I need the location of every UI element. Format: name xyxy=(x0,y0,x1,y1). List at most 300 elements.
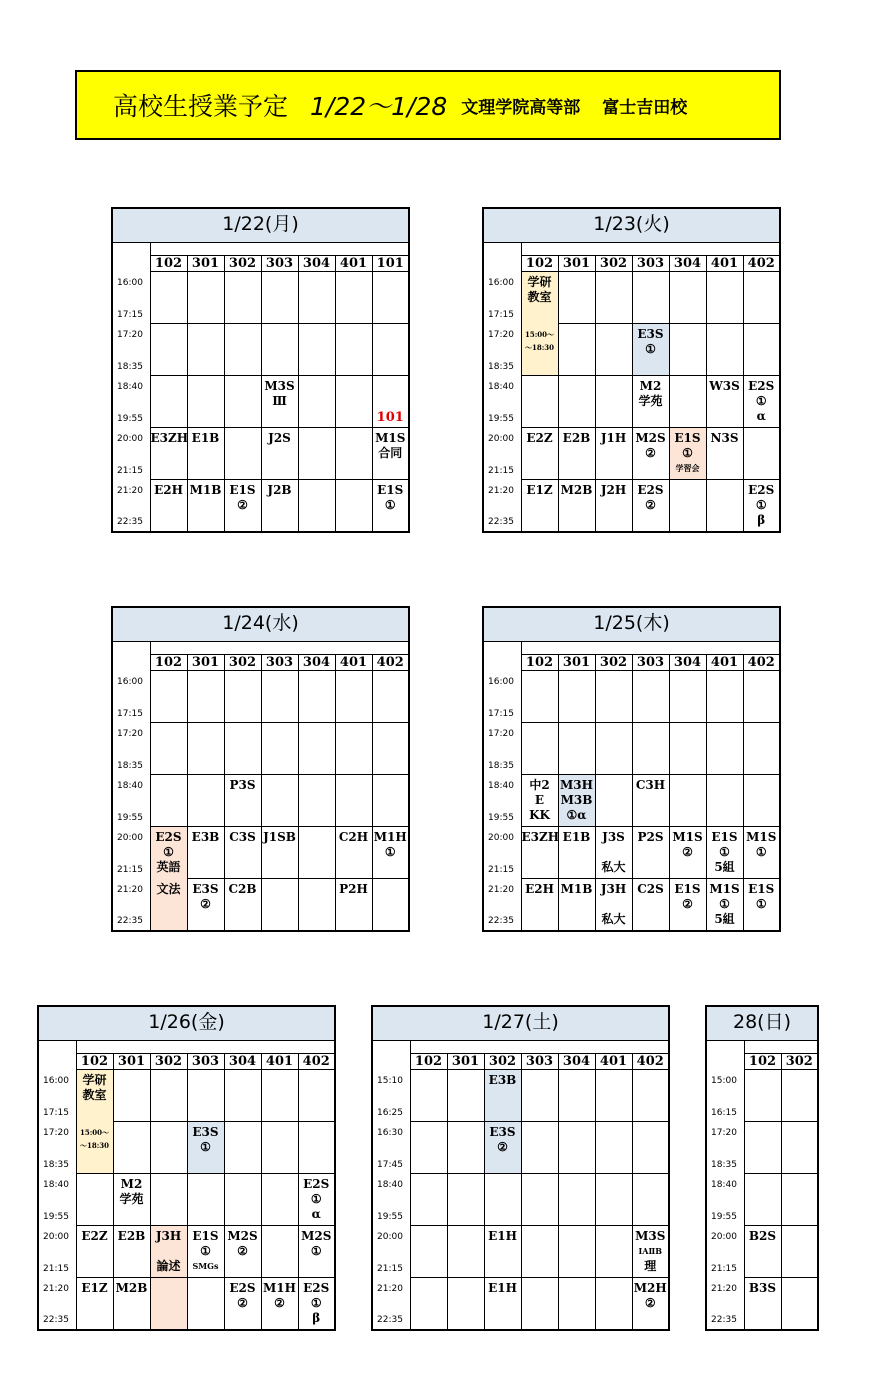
class-code: J2S xyxy=(268,431,291,445)
class-cell xyxy=(447,1070,484,1122)
class-cell xyxy=(669,376,706,428)
class-cell xyxy=(224,1122,261,1174)
class-code xyxy=(707,480,743,483)
class-cell xyxy=(558,428,595,480)
class-cell xyxy=(632,1278,669,1331)
class-code xyxy=(559,376,595,379)
class-code xyxy=(448,1174,484,1177)
class-code: 文法 xyxy=(156,881,181,896)
class-cell xyxy=(150,1174,187,1226)
class-cell xyxy=(558,376,595,428)
class-cell xyxy=(261,723,298,775)
class-cell xyxy=(335,480,372,533)
class-code: M3H M3B ①α xyxy=(560,778,593,822)
class-code: E2S ① β xyxy=(303,1281,330,1325)
start-time: 18:40 xyxy=(377,1179,403,1190)
class-code xyxy=(262,671,298,674)
class-cell xyxy=(706,428,743,480)
time-slot-label xyxy=(483,428,521,480)
class-code xyxy=(633,671,669,674)
class-cell xyxy=(521,1226,558,1278)
class-code xyxy=(262,1174,298,1177)
time-slot-label xyxy=(112,723,150,775)
class-code xyxy=(299,428,335,431)
end-time: 18:35 xyxy=(117,361,143,372)
class-cell xyxy=(484,1070,521,1122)
end-time: 18:35 xyxy=(711,1159,737,1170)
schedule-d23 xyxy=(482,207,781,533)
class-cell xyxy=(521,1122,558,1174)
room-header: 401 xyxy=(595,1054,632,1070)
class-cell xyxy=(150,428,187,480)
class-code: E2S ② xyxy=(229,1281,256,1310)
start-time: 17:20 xyxy=(117,329,143,340)
class-cell xyxy=(595,1226,632,1278)
class-cell xyxy=(706,827,743,879)
schedule-d24 xyxy=(111,606,410,932)
class-code xyxy=(670,723,706,726)
room-header: 102 xyxy=(76,1054,113,1070)
class-cell xyxy=(595,376,632,428)
end-time: 17:15 xyxy=(117,309,143,320)
room-header: 102 xyxy=(521,256,558,272)
class-cell xyxy=(781,1122,818,1174)
class-cell xyxy=(521,1070,558,1122)
end-time: 19:55 xyxy=(488,812,514,823)
end-time: 22:35 xyxy=(488,916,514,926)
class-code xyxy=(225,428,261,431)
class-cell xyxy=(669,671,706,723)
time-slot-label xyxy=(372,1122,410,1174)
class-cell xyxy=(335,827,372,879)
class-code: E3S ① xyxy=(637,327,664,356)
room-header: 401 xyxy=(261,1054,298,1070)
time-slot-label xyxy=(112,376,150,428)
class-cell xyxy=(187,1226,224,1278)
class-cell xyxy=(558,1278,595,1331)
time-slot-label xyxy=(112,324,150,376)
class-cell xyxy=(743,480,780,533)
class-cell xyxy=(706,272,743,324)
class-cell xyxy=(335,775,372,827)
class-code: M2S ② xyxy=(227,1229,258,1258)
class-cell xyxy=(447,1278,484,1331)
class-cell xyxy=(521,879,558,932)
class-code xyxy=(596,1070,632,1073)
class-cell xyxy=(298,272,335,324)
class-code xyxy=(188,1070,224,1073)
class-code: E2B xyxy=(117,1229,146,1243)
room-header: 402 xyxy=(298,1054,335,1070)
class-cell xyxy=(706,376,743,428)
class-code xyxy=(633,1122,669,1125)
class-cell xyxy=(781,1226,818,1278)
class-cell xyxy=(298,376,335,428)
start-time: 21:20 xyxy=(488,485,514,496)
class-cell xyxy=(558,671,595,723)
class-cell xyxy=(372,324,409,376)
class-code xyxy=(299,775,335,778)
class-code: E1B xyxy=(562,830,591,844)
class-cell xyxy=(706,723,743,775)
class-cell xyxy=(372,376,409,428)
class-code xyxy=(336,671,372,674)
class-code xyxy=(225,1122,261,1125)
class-code: 15:00〜 〜18:30 xyxy=(524,329,555,352)
class-code xyxy=(299,324,335,327)
time-slot-label xyxy=(483,879,521,932)
class-code: M1S 合同 xyxy=(375,431,406,460)
class-code xyxy=(744,324,780,327)
class-cell xyxy=(76,1174,113,1226)
room-header: 301 xyxy=(187,655,224,671)
room-header: 102 xyxy=(150,655,187,671)
class-code xyxy=(262,723,298,726)
class-code xyxy=(262,1122,298,1125)
class-cell xyxy=(335,324,372,376)
class-code: E1H xyxy=(488,1281,517,1295)
room-header: 304 xyxy=(224,1054,261,1070)
class-code xyxy=(188,1174,224,1177)
class-cell xyxy=(558,1174,595,1226)
start-time: 18:40 xyxy=(711,1179,737,1190)
room-header: 303 xyxy=(261,256,298,272)
class-code xyxy=(299,1070,335,1073)
class-code xyxy=(522,1122,558,1125)
class-code: E3B xyxy=(191,830,220,844)
title-banner xyxy=(75,70,781,140)
class-code xyxy=(336,376,372,379)
class-cell xyxy=(743,428,780,480)
class-cell xyxy=(150,879,187,932)
class-cell xyxy=(743,376,780,428)
room-header: 301 xyxy=(113,1054,150,1070)
time-slot-label xyxy=(483,272,521,324)
class-cell xyxy=(484,1174,521,1226)
class-cell xyxy=(521,480,558,533)
class-cell xyxy=(521,428,558,480)
end-time: 22:35 xyxy=(117,517,143,527)
start-time: 16:00 xyxy=(488,676,514,687)
class-code xyxy=(522,671,558,674)
day-header: 1/23(火) xyxy=(483,208,780,243)
class-code xyxy=(707,723,743,726)
class-code xyxy=(373,324,409,327)
room-header: 304 xyxy=(669,256,706,272)
class-code xyxy=(151,376,187,379)
class-code xyxy=(188,324,224,327)
class-cell xyxy=(298,671,335,723)
class-cell xyxy=(781,1174,818,1226)
class-code xyxy=(707,671,743,674)
class-code xyxy=(596,671,632,674)
class-code: J3H 私大 xyxy=(600,882,627,926)
class-cell xyxy=(187,879,224,932)
class-code: M2S ② xyxy=(635,431,666,460)
class-cell xyxy=(706,879,743,932)
class-cell xyxy=(595,723,632,775)
class-code xyxy=(299,1122,335,1125)
class-cell xyxy=(224,775,261,827)
start-time: 18:40 xyxy=(488,780,514,791)
time-slot-label xyxy=(372,1278,410,1331)
class-code xyxy=(559,324,595,327)
start-time: 18:40 xyxy=(117,381,143,392)
time-slot-label xyxy=(38,1174,76,1226)
class-cell xyxy=(706,480,743,533)
end-time: 18:35 xyxy=(117,760,143,771)
class-cell xyxy=(595,1174,632,1226)
class-cell xyxy=(595,775,632,827)
class-code xyxy=(151,671,187,674)
end-time: 16:15 xyxy=(711,1107,737,1118)
class-code: E1Z xyxy=(81,1281,108,1295)
time-slot-label xyxy=(706,1070,744,1122)
room-header: 102 xyxy=(150,256,187,272)
class-code: E1B xyxy=(191,431,220,445)
class-cell xyxy=(743,671,780,723)
room-header: 302 xyxy=(224,655,261,671)
time-slot-label xyxy=(372,1070,410,1122)
time-slot-label xyxy=(112,827,150,879)
class-code: C3H xyxy=(635,778,666,792)
class-code: B3S xyxy=(748,1281,777,1295)
class-cell xyxy=(410,1226,447,1278)
class-cell xyxy=(595,272,632,324)
class-code: E2S ① α xyxy=(303,1177,330,1221)
start-time: 20:00 xyxy=(117,832,143,843)
time-slot-label xyxy=(112,428,150,480)
end-time: 18:35 xyxy=(488,361,514,372)
class-code xyxy=(522,723,558,726)
class-code xyxy=(336,324,372,327)
class-code xyxy=(114,1070,150,1073)
class-cell xyxy=(484,1226,521,1278)
start-time: 17:20 xyxy=(43,1127,69,1138)
class-cell xyxy=(224,1174,261,1226)
class-code xyxy=(745,1070,781,1073)
class-code xyxy=(336,428,372,431)
end-time: 19:55 xyxy=(711,1211,737,1222)
class-code xyxy=(373,775,409,778)
class-code: E1H xyxy=(488,1229,517,1243)
class-cell xyxy=(298,1070,335,1122)
class-cell xyxy=(298,1278,335,1331)
class-code xyxy=(225,671,261,674)
class-code: E2S ② xyxy=(637,483,664,512)
class-code xyxy=(707,775,743,778)
class-cell xyxy=(632,428,669,480)
class-cell xyxy=(372,671,409,723)
class-cell xyxy=(335,272,372,324)
class-cell xyxy=(187,1122,224,1174)
class-code xyxy=(782,1278,818,1281)
class-code xyxy=(559,723,595,726)
class-cell xyxy=(743,827,780,879)
room-header: 302 xyxy=(595,256,632,272)
class-code: M1H ② xyxy=(263,1281,296,1310)
class-code xyxy=(522,1174,558,1177)
class-code xyxy=(744,723,780,726)
room-header: 302 xyxy=(595,655,632,671)
class-cell xyxy=(224,272,261,324)
class-code xyxy=(744,775,780,778)
room-header: 402 xyxy=(372,655,409,671)
class-code xyxy=(522,376,558,379)
time-slot-label xyxy=(483,480,521,533)
class-cell xyxy=(521,1278,558,1331)
schedule-d26 xyxy=(37,1005,336,1331)
class-code xyxy=(559,1278,595,1281)
class-code: N3S xyxy=(710,431,739,445)
class-cell xyxy=(744,1278,781,1331)
class-cell xyxy=(298,324,335,376)
class-cell xyxy=(706,671,743,723)
class-code: E2S ① α xyxy=(748,379,775,423)
class-cell xyxy=(632,1122,669,1174)
end-time: 22:35 xyxy=(43,1315,69,1325)
class-code: M3S Ⅲ xyxy=(264,379,295,408)
class-cell xyxy=(595,324,632,376)
class-cell xyxy=(558,480,595,533)
class-code xyxy=(633,1070,669,1073)
class-cell xyxy=(558,1226,595,1278)
time-slot-label xyxy=(706,1122,744,1174)
class-cell xyxy=(372,480,409,533)
class-code: M2 学苑 xyxy=(119,1177,144,1206)
room-header: 301 xyxy=(447,1054,484,1070)
time-slot-label xyxy=(112,480,150,533)
end-time: 21:15 xyxy=(43,1263,69,1274)
end-time: 17:15 xyxy=(488,708,514,719)
start-time: 17:20 xyxy=(711,1127,737,1138)
time-slot-label xyxy=(372,1226,410,1278)
class-cell xyxy=(632,671,669,723)
class-cell xyxy=(187,480,224,533)
class-cell xyxy=(150,671,187,723)
class-code xyxy=(596,1174,632,1177)
time-slot-label xyxy=(483,775,521,827)
room-header: 401 xyxy=(335,655,372,671)
class-code xyxy=(299,827,335,830)
class-code: E2B xyxy=(562,431,591,445)
class-cell xyxy=(632,324,669,376)
class-code xyxy=(262,324,298,327)
class-cell xyxy=(187,827,224,879)
class-code xyxy=(559,1070,595,1073)
class-code xyxy=(782,1226,818,1229)
school-name: 文理学院高等部 xyxy=(461,97,581,118)
class-cell xyxy=(224,723,261,775)
class-cell xyxy=(298,1174,335,1226)
class-cell xyxy=(521,775,558,827)
class-cell xyxy=(224,671,261,723)
class-code: M2B xyxy=(560,483,593,497)
class-code xyxy=(411,1174,447,1177)
class-code xyxy=(225,1070,261,1073)
class-cell xyxy=(447,1122,484,1174)
class-cell xyxy=(224,1278,261,1331)
class-cell xyxy=(484,1122,521,1174)
class-cell xyxy=(261,827,298,879)
class-cell xyxy=(372,827,409,879)
class-code: B2S xyxy=(748,1229,777,1243)
class-cell xyxy=(261,324,298,376)
class-cell xyxy=(447,1174,484,1226)
class-code xyxy=(151,1070,187,1073)
class-cell xyxy=(410,1174,447,1226)
room-header: 303 xyxy=(261,655,298,671)
class-cell xyxy=(298,879,335,932)
class-cell xyxy=(595,428,632,480)
class-code xyxy=(151,1174,187,1177)
class-cell xyxy=(632,827,669,879)
class-code xyxy=(262,1070,298,1073)
class-code xyxy=(559,1174,595,1177)
class-code xyxy=(411,1278,447,1281)
class-cell xyxy=(224,1226,261,1278)
class-code xyxy=(188,376,224,379)
class-cell xyxy=(335,879,372,932)
class-cell xyxy=(261,428,298,480)
class-code xyxy=(559,272,595,275)
class-code xyxy=(151,775,187,778)
time-slot-label xyxy=(483,827,521,879)
class-cell xyxy=(669,272,706,324)
class-cell xyxy=(187,723,224,775)
class-code: E1S ① xyxy=(377,483,404,512)
class-code: M1B xyxy=(560,882,593,896)
class-cell xyxy=(224,1070,261,1122)
class-cell xyxy=(743,723,780,775)
class-cell xyxy=(298,1226,335,1278)
time-slot-label xyxy=(38,1122,76,1174)
room-header: 303 xyxy=(632,655,669,671)
class-cell xyxy=(558,272,595,324)
class-code xyxy=(670,376,706,379)
end-time: 21:15 xyxy=(488,465,514,476)
class-code: E3S ② xyxy=(192,882,219,911)
class-cell xyxy=(298,480,335,533)
day-header: 1/27(土) xyxy=(372,1006,669,1041)
page-title: 高校生授業予定 xyxy=(113,92,289,121)
class-cell xyxy=(632,1226,669,1278)
class-code xyxy=(670,480,706,483)
class-code xyxy=(188,272,224,275)
schedule-d28 xyxy=(705,1005,819,1331)
class-code: J2B xyxy=(267,483,292,497)
end-time: 22:35 xyxy=(377,1315,403,1325)
class-cell xyxy=(113,1070,150,1122)
time-slot-label xyxy=(483,324,521,376)
class-cell xyxy=(224,827,261,879)
class-code xyxy=(596,1226,632,1229)
room-header: 302 xyxy=(224,256,261,272)
class-code: 学研 教室 xyxy=(527,275,552,304)
class-code: 学研 教室 xyxy=(82,1073,107,1102)
class-cell xyxy=(113,1278,150,1331)
class-cell xyxy=(224,428,261,480)
class-cell xyxy=(521,827,558,879)
class-cell xyxy=(632,1174,669,1226)
class-cell xyxy=(781,1070,818,1122)
time-slot-label xyxy=(483,671,521,723)
time-slot-label xyxy=(112,879,150,932)
room-header: 401 xyxy=(706,655,743,671)
class-code xyxy=(633,723,669,726)
schedule-d27 xyxy=(371,1005,670,1331)
class-code xyxy=(225,324,261,327)
